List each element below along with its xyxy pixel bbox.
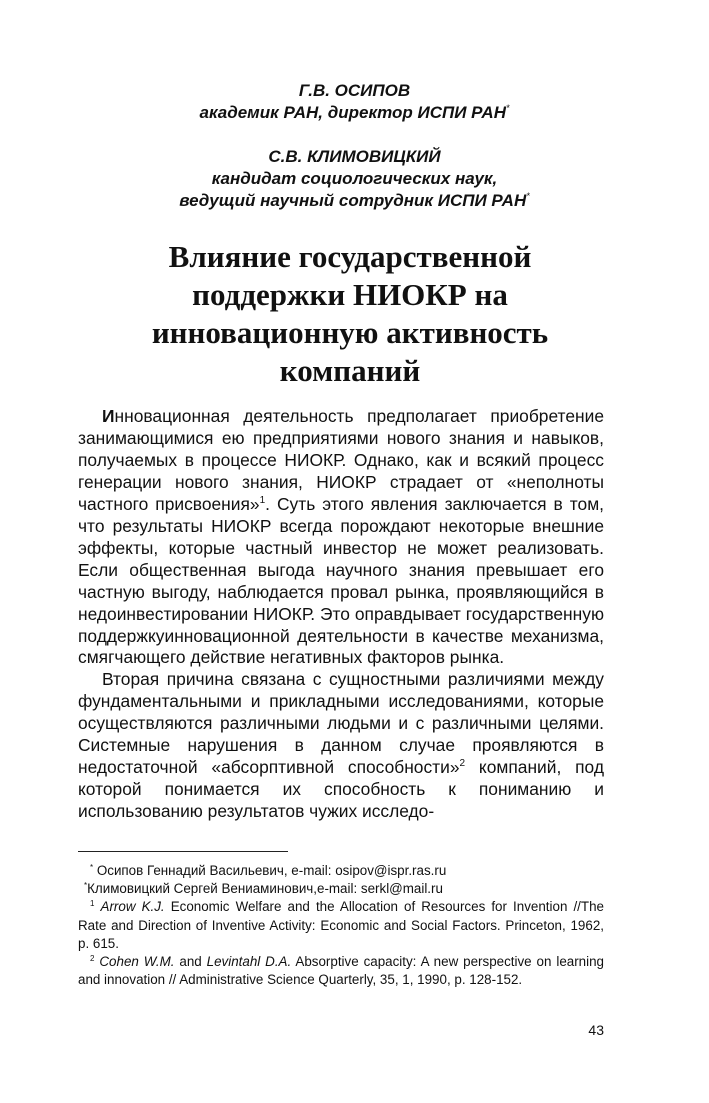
footnote-ref-2[interactable]: 2	[459, 758, 466, 770]
author-1-name: Г.В. ОСИПОВ	[298, 81, 411, 100]
title-line: поддержки НИОКР на	[192, 277, 508, 312]
author-1-footnote-mark[interactable]: *	[505, 103, 510, 113]
title-line: компаний	[279, 353, 421, 388]
author-2-position-line2: ведущий научный сотрудник ИСПИ РАН*	[179, 191, 530, 210]
footnote-1: $^1$ Arrow K.J. Economic Welfare and the Allocation of Resources for Invention //The Rate and Direction of Inventive Activity: Economic and Social Factors. Princeton, 1962, p. 615.	[78, 899, 604, 951]
paragraph-1: Инновационная деятельность предполагает приобретение занимающимися ею предприятиями нового знания и навыков, получаемых в процессе НИОКР. Однако, как и всякий процесс генерации нового знания, НИОКР страдает от «неполноты частного присвоения»$^1$. Суть этого явления заключается в том, что результаты НИОКР всегда порождают некоторые внешние эффекты, которые частный инвестор не может реализовать. Если общественная выгода научного знания превышает его частную выгоду, наблюдается провал рынка, проявляющийся в недоинвестировании НИОКР. Это оправдывает государственную поддержкуинновационной деятельности в качестве механизма, смягчающего действие негативных факторов рынка.	[78, 406, 604, 668]
author-2-position-line1: кандидат социологических наук,	[211, 169, 498, 188]
initial-letter: И	[102, 406, 115, 426]
title-line: инновационную активность	[151, 315, 549, 350]
title-line: Влияние государственной	[168, 239, 532, 274]
page-number: 43	[588, 1022, 604, 1038]
footnote-ref-1[interactable]: 1	[259, 494, 266, 506]
footnote-2: $^2$ Cohen W.M. and Levintahl D.A. Absorptive capacity: A new perspective on learning and innovation // Administrative Science Quarterly, 35, 1, 1990, p. 128-152.	[78, 954, 604, 988]
author-2-footnote-mark[interactable]: *	[526, 191, 530, 201]
paragraph-2: Вторая причина связана с сущностными различиями между фундаментальными и прикладными исследованиями, которые осуществляются различными людьми и с различными целями. Системные нарушения в данном случае проявляются в недостаточной «абсорптивной способности»$^2$ компаний, под которой понимается их способность к пониманию и использованию результатов чужих исследо-	[78, 669, 604, 822]
author-1-position: академик РАН, директор ИСПИ РАН*	[199, 103, 510, 122]
footnotes	[78, 862, 604, 989]
article-title	[60, 238, 640, 390]
article-body	[78, 406, 604, 823]
footnote-separator	[78, 851, 288, 852]
footnote-author-2: *Климовицкий Сергей Вениаминович,e-mail: serkl@mail.ru	[84, 881, 443, 897]
footnote-author-1: * Осипов Геннадий Васильевич, e-mail: osipov@ispr.ras.ru	[90, 863, 447, 878]
author-2-name: С.В. КЛИМОВИЦКИЙ	[268, 147, 441, 166]
